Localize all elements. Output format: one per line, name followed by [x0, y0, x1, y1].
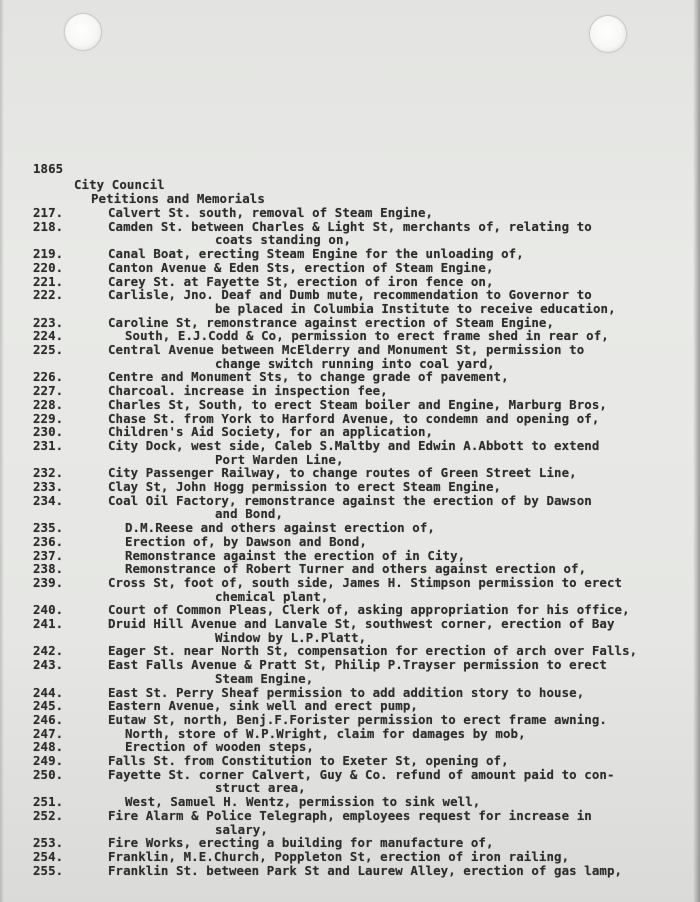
entry-number: 223.	[33, 314, 64, 330]
entry-text: Eager St. near North St, compensation for erection of arch over Falls,	[108, 643, 638, 659]
page-shadow-right	[693, 0, 700, 902]
entry-number: 231.	[33, 437, 64, 453]
entry-number: 234.	[33, 492, 64, 508]
entry-number: 242.	[33, 643, 64, 659]
entry-number: 252.	[33, 807, 64, 823]
entry-text: Erection of, by Dawson and Bond,	[125, 533, 367, 549]
section-heading: City Council	[74, 177, 165, 192]
entry-number: 224.	[33, 328, 64, 344]
entry-number: 240.	[33, 602, 64, 618]
entry-text: Druid Hill Avenue and Lanvale St, southwest corner, erection of Bay	[108, 616, 615, 631]
entry-number: 243.	[33, 657, 64, 673]
entry-text: Carlisle, Jno. Deaf and Dumb mute, recommendation to Governor to	[108, 287, 592, 303]
year-heading: 1865	[33, 161, 64, 176]
entry-text: Carey St. at Fayette St, erection of iron fence on,	[108, 273, 494, 289]
entry-number: 220.	[33, 259, 64, 275]
entry-number: 226.	[33, 369, 64, 385]
entry-number: 236.	[33, 533, 64, 549]
entry-text: Court of Common Pleas, Clerk of, asking appropriation for his office,	[108, 602, 630, 618]
entry-continuation: be placed in Columbia Institute to receive education,	[215, 300, 616, 316]
entry-text: Remonstrance of Robert Turner and others against erection of,	[125, 561, 587, 577]
entry-text: Calvert St. south, removal of Steam Engine,	[108, 205, 434, 220]
entry-number: 254.	[33, 848, 64, 864]
page-shadow-left	[0, 0, 4, 902]
entry-text: Canal Boat, erecting Steam Engine for the unloading of,	[108, 246, 524, 262]
entry-text: City Passenger Railway, to change routes of Green Street Line,	[108, 465, 577, 481]
entry-text: Erection of wooden steps,	[125, 739, 314, 755]
entry-number: 238.	[33, 561, 64, 577]
entry-text: Remonstrance against the erection of in City,	[125, 547, 466, 563]
entry-text: Coal Oil Factory, remonstrance against the erection of by Dawson	[108, 492, 592, 508]
entry-text: East Falls Avenue & Pratt St, Philip P.Trayser permission to erect	[108, 657, 607, 673]
entry-text: Camden St. between Charles & Light St, merchants of, relating to	[108, 218, 592, 234]
entry-text: Fayette St. corner Calvert, Guy & Co. refund of amount paid to con-	[108, 766, 615, 782]
entry-text: Centre and Monument Sts, to change grade of pavement,	[108, 369, 509, 385]
entry-continuation: Window by L.P.Platt,	[215, 629, 367, 645]
entry-text: Eastern Avenue, sink well and erect pump,	[108, 698, 418, 714]
entry-text: Fire Works, erecting a building for manufacture of,	[108, 835, 494, 851]
entry-number: 251.	[33, 794, 64, 810]
entry-number: 246.	[33, 711, 64, 727]
entry-text: D.M.Reese and others against erection of,	[125, 520, 435, 536]
entry-number: 232.	[33, 465, 64, 481]
entry-continuation: Steam Engine,	[215, 670, 314, 686]
entry-number: 222.	[33, 287, 64, 303]
entry-number: 247.	[33, 725, 64, 741]
entry-continuation: salary,	[215, 821, 268, 837]
entry-text: Children's Aid Society, for an application,	[108, 424, 434, 440]
entry-number: 233.	[33, 479, 64, 494]
entry-number: 221.	[33, 273, 64, 289]
punch-hole-right	[590, 16, 626, 52]
entry-number: 217.	[33, 205, 64, 220]
entry-text: Eutaw St, north, Benj.F.Forister permission to erect frame awning.	[108, 711, 607, 727]
entry-text: Falls St. from Constitution to Exeter St, opening of,	[108, 753, 509, 768]
entry-number: 244.	[33, 684, 64, 700]
entry-continuation: chemical plant,	[215, 588, 329, 604]
entry-number: 218.	[33, 218, 64, 234]
entry-text: South, E.J.Codd & Co, permission to erect frame shed in rear of,	[125, 328, 609, 344]
entry-number: 250.	[33, 766, 64, 782]
entry-text: West, Samuel H. Wentz, permission to sink well,	[125, 794, 481, 810]
entry-continuation: coats standing on,	[215, 232, 352, 248]
entry-number: 249.	[33, 753, 64, 768]
entry-number: 235.	[33, 520, 64, 536]
entry-text: Central Avenue between McElderry and Monument St, permission to	[108, 342, 585, 357]
entry-text: Chase St. from York to Harford Avenue, to condemn and opening of,	[108, 410, 600, 426]
entry-number: 253.	[33, 835, 64, 851]
entry-text: Fire Alarm & Police Telegraph, employees request for increase in	[108, 807, 592, 823]
entry-number: 241.	[33, 616, 64, 631]
entry-text: Caroline St, remonstrance against erection of Steam Engine,	[108, 314, 555, 330]
entry-text: Cross St, foot of, south side, James H. Stimpson permission to erect	[108, 574, 623, 590]
entry-number: 230.	[33, 424, 64, 440]
entry-text: Charcoal. increase in inspection fee,	[108, 383, 388, 399]
entry-number: 245.	[33, 698, 64, 714]
entry-text: Franklin, M.E.Church, Poppleton St, erection of iron railing,	[108, 848, 570, 864]
entry-text: North, store of W.P.Wright, claim for damages by mob,	[125, 725, 526, 741]
punch-hole-left	[65, 14, 101, 50]
entry-number: 255.	[33, 862, 64, 878]
entry-text: Clay St, John Hogg permission to erect Steam Engine,	[108, 479, 502, 494]
entry-number: 227.	[33, 383, 64, 399]
entry-continuation: struct area,	[215, 780, 306, 796]
entry-continuation: Port Warden Line,	[215, 451, 344, 467]
entry-number: 248.	[33, 739, 64, 755]
entry-text: East St. Perry Sheaf permission to add addition story to house,	[108, 684, 585, 700]
entry-number: 225.	[33, 342, 64, 357]
entry-continuation: change switch running into coal yard,	[215, 355, 495, 371]
entry-text: City Dock, west side, Caleb S.Maltby and Edwin A.Abbott to extend	[108, 437, 600, 453]
entry-text: Franklin St. between Park St and Laurew Alley, erection of gas lamp,	[108, 862, 623, 878]
entry-text: Charles St, South, to erect Steam boiler and Engine, Marburg Bros,	[108, 396, 607, 412]
entry-number: 237.	[33, 547, 64, 563]
entry-continuation: and Bond,	[215, 506, 284, 522]
entry-text: Canton Avenue & Eden Sts, erection of Steam Engine,	[108, 259, 494, 275]
entry-number: 229.	[33, 410, 64, 426]
entry-number: 239.	[33, 574, 64, 590]
entry-number: 219.	[33, 246, 64, 262]
entry-number: 228.	[33, 396, 64, 412]
subsection-heading: Petitions and Memorials	[91, 191, 265, 206]
